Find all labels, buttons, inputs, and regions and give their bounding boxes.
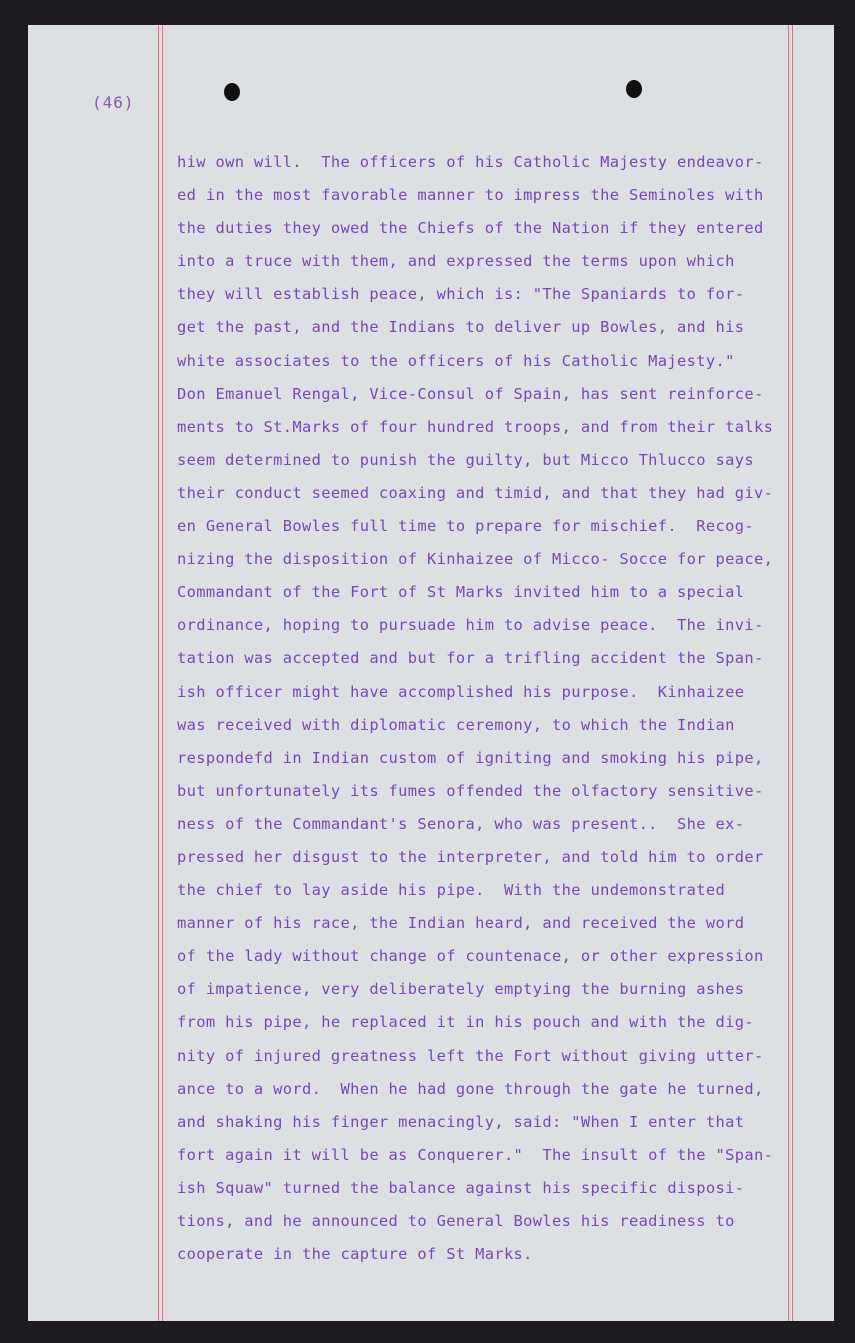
text-line: hiw own will. The officers of his Catholic Majesty endeavor- [177, 153, 764, 171]
text-line: nity of injured greatness left the Fort without giving utter- [177, 1046, 764, 1065]
text-line: cooperate in the capture of St Marks. [177, 1245, 533, 1264]
text-line: ness of the Commandant's Senora, who was present.. She ex- [177, 814, 745, 833]
text-line: their conduct seemed coaxing and timid, and that they had giv- [177, 483, 774, 502]
text-line: ance to a word. When he had gone through the gate he turned, [177, 1079, 764, 1098]
text-line: get the past, and the Indians to deliver up Bowles, and his [177, 318, 745, 337]
text-line: the chief to lay aside his pipe. With the undemonstrated [177, 881, 726, 900]
punch-hole-left [224, 83, 240, 101]
text-line: ments to St.Marks of four hundred troops, and from their talks [177, 417, 774, 436]
left-margin-rule [158, 25, 159, 1321]
text-line: of the lady without change of countenace, or other expression [177, 947, 764, 966]
text-line: and shaking his finger menacingly, said: "When I enter that [177, 1112, 745, 1131]
text-line: en General Bowles full time to prepare for mischief. Recog- [177, 517, 754, 536]
right-margin-rule [788, 25, 789, 1321]
document-page [28, 25, 834, 1321]
text-line: Don Emanuel Rengal, Vice-Consul of Spain, has sent reinforce- [177, 384, 764, 403]
text-line: manner of his race, the Indian heard, and received the word [177, 914, 745, 933]
right-margin-rule-outer [792, 25, 793, 1321]
text-line: of impatience, very deliberately emptying the burning ashes [177, 980, 745, 999]
text-line: ordinance, hoping to pursuade him to advise peace. The invi- [177, 616, 764, 635]
text-line: fort again it will be as Conquerer." The insult of the "Span- [177, 1145, 774, 1164]
text-line: from his pipe, he replaced it in his pouch and with the dig- [177, 1013, 754, 1032]
left-margin-rule-inner [162, 25, 163, 1321]
text-line: tation was accepted and but for a trifling accident the Span- [177, 649, 764, 668]
text-line: Commandant of the Fort of St Marks invited him to a special [177, 583, 745, 602]
text-line: nizing the disposition of Kinhaizee of Micco- Socce for peace, [177, 550, 774, 569]
text-line: ish officer might have accomplished his purpose. Kinhaizee [177, 682, 745, 701]
text-line: seem determined to punish the guilty, but Micco Thlucco says [177, 450, 754, 469]
punch-hole-right [626, 80, 642, 98]
text-line: white associates to the officers of his Catholic Majesty." [177, 351, 735, 370]
typewritten-body [177, 146, 773, 1271]
text-line: into a truce with them, and expressed the terms upon which [177, 252, 735, 271]
text-line: ish Squaw" turned the balance against his specific disposi- [177, 1178, 745, 1197]
text-line: they will establish peace, which is: "The Spaniards to for- [177, 285, 745, 304]
text-line: was received with diplomatic ceremony, to which the Indian [177, 715, 735, 734]
page-number: (46) [92, 93, 135, 112]
text-line: ed in the most favorable manner to impress the Seminoles with [177, 186, 764, 205]
text-line: tions, and he announced to General Bowles his readiness to [177, 1212, 735, 1230]
text-line: the duties they owed the Chiefs of the Nation if they entered [177, 219, 764, 238]
text-line: pressed her disgust to the interpreter, and told him to order [177, 847, 764, 866]
text-line: respondefd in Indian custom of igniting and smoking his pipe, [177, 748, 764, 767]
text-line: but unfortunately its fumes offended the olfactory sensitive- [177, 781, 764, 800]
